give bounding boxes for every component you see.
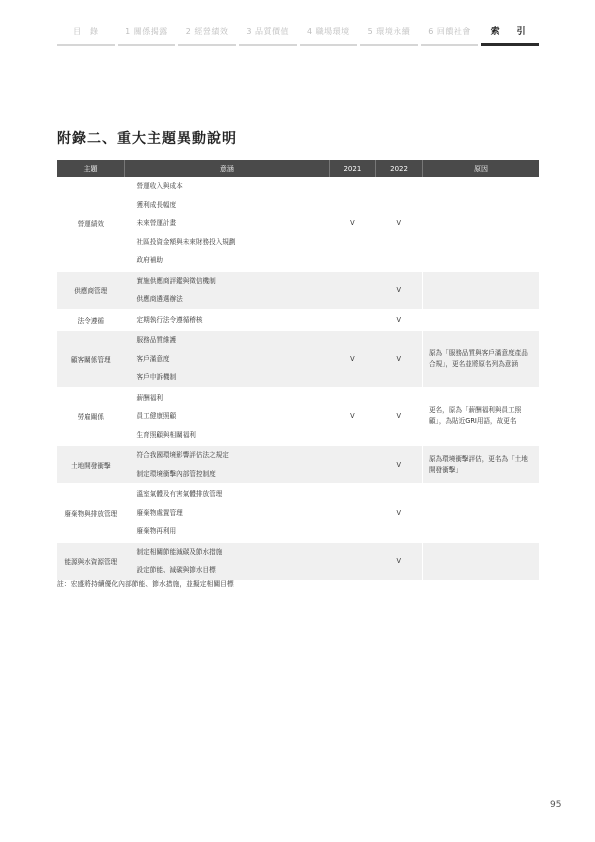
cell-topic: 法令遵循 xyxy=(57,310,125,331)
cell-topic: 供應商管理 xyxy=(57,271,125,310)
cell-y2022: V xyxy=(376,310,423,331)
nav-tab[interactable]: 4 職場環境 xyxy=(300,26,358,46)
table-header-row xyxy=(57,160,539,177)
item-text: 未來營運計畫 xyxy=(136,219,177,227)
cell-topic: 廢棄物與排放管理 xyxy=(57,484,125,542)
item-text: 符合我國環境影響評估法之規定 xyxy=(136,451,229,459)
item-text: 社區投資金額與未來財務投入規劃 xyxy=(136,237,236,246)
cell-topic: 營運績效 xyxy=(57,177,125,271)
item-text: 溫室氣體及有害氣體排放管理 xyxy=(136,490,223,498)
cell-reason xyxy=(422,177,539,271)
item-text: 廢棄物處置管理 xyxy=(136,508,183,517)
cell-y2021: V xyxy=(329,388,375,446)
item-text: 營運收入與成本 xyxy=(136,182,183,190)
cell-y2022: V xyxy=(376,388,423,446)
table-row xyxy=(57,445,539,484)
table-row xyxy=(57,542,539,581)
cell-y2021 xyxy=(329,542,375,581)
cell-y2021 xyxy=(329,445,375,484)
item-text: 客戶滿意度 xyxy=(136,354,170,363)
nav-tab[interactable]: 2 經營績效 xyxy=(178,26,236,46)
item-text: 獲利成長幅度 xyxy=(136,200,177,209)
cell-reason xyxy=(422,310,539,331)
nav-tab[interactable]: 1 關係揭露 xyxy=(118,26,176,46)
section-nav xyxy=(57,26,539,46)
cell-y2022: V xyxy=(376,542,423,581)
item-text: 員工健康照顧 xyxy=(136,412,177,420)
footnote: 註：宏盛將持續優化內部節能、節水措施，並擬定相關目標 xyxy=(57,580,234,588)
header-items: 意涵 xyxy=(125,160,330,177)
topic-change-table xyxy=(57,160,539,582)
nav-tab[interactable]: 索 引 xyxy=(481,26,539,46)
cell-topic: 顧客關係管理 xyxy=(57,330,125,388)
item-text: 實施供應商評鑑與徵信機制 xyxy=(136,276,216,285)
cell-y2021: V xyxy=(329,330,375,388)
item-text: 制定相關節能減碳及節水措施 xyxy=(136,547,223,556)
cell-y2022: V xyxy=(376,445,423,484)
cell-topic: 能源與水資源管理 xyxy=(57,542,125,581)
cell-y2022: V xyxy=(376,330,423,388)
header-2021: 2021 xyxy=(329,160,375,177)
header-reason: 原因 xyxy=(422,160,539,177)
cell-items xyxy=(125,484,330,542)
cell-items xyxy=(125,445,330,484)
cell-y2022: V xyxy=(376,177,423,271)
cell-y2021: V xyxy=(329,177,375,271)
page-title: 附錄二、重大主題異動說明 xyxy=(57,131,237,147)
cell-items xyxy=(125,310,330,331)
cell-items xyxy=(125,271,330,310)
table-row xyxy=(57,310,539,331)
item-text: 定期執行法令遵循稽核 xyxy=(136,315,203,324)
nav-tab[interactable]: 目 錄 xyxy=(57,26,115,46)
table-row xyxy=(57,484,539,542)
cell-reason: 原為「服務品質與客戶滿意度產品合規」，更名並將原名列為意涵 xyxy=(422,330,539,388)
cell-topic: 勞雇關係 xyxy=(57,388,125,446)
cell-items xyxy=(125,177,330,271)
item-text: 政府補助 xyxy=(136,256,163,264)
item-text: 生育照顧與相關福利 xyxy=(136,430,196,439)
table-row xyxy=(57,388,539,446)
cell-y2021 xyxy=(329,271,375,310)
cell-items xyxy=(125,542,330,581)
header-2022: 2022 xyxy=(376,160,423,177)
cell-reason xyxy=(422,484,539,542)
table-row xyxy=(57,271,539,310)
nav-tab[interactable]: 6 回饋社會 xyxy=(421,26,479,46)
cell-items xyxy=(125,388,330,446)
cell-y2021 xyxy=(329,310,375,331)
nav-tab[interactable]: 5 環境永續 xyxy=(360,26,418,46)
cell-reason: 更名，原為「薪酬福利與員工照顧」，為貼近GRI用語，故更名 xyxy=(422,388,539,446)
cell-reason: 原為環境衝擊評估，更名為「土地開發衝擊」 xyxy=(422,445,539,484)
cell-topic: 土地開發衝擊 xyxy=(57,445,125,484)
cell-y2022: V xyxy=(376,271,423,310)
cell-y2021 xyxy=(329,484,375,542)
item-text: 供應商遴選辦法 xyxy=(136,295,183,303)
item-text: 制定環境衝擊內部管控制度 xyxy=(136,469,216,478)
page-number: 95 xyxy=(550,800,562,810)
item-text: 設定節能、減碳與節水目標 xyxy=(136,566,216,574)
nav-tab[interactable]: 3 品質價值 xyxy=(239,26,297,46)
cell-items xyxy=(125,330,330,388)
cell-reason xyxy=(422,271,539,310)
table-row xyxy=(57,330,539,388)
header-topic: 主題 xyxy=(57,160,125,177)
item-text: 廢棄物再利用 xyxy=(136,527,177,535)
table-row xyxy=(57,177,539,271)
item-text: 客戶申訴機制 xyxy=(136,373,177,381)
cell-y2022: V xyxy=(376,484,423,542)
item-text: 服務品質維護 xyxy=(136,336,177,344)
cell-reason xyxy=(422,542,539,581)
item-text: 薪酬福利 xyxy=(136,393,163,402)
